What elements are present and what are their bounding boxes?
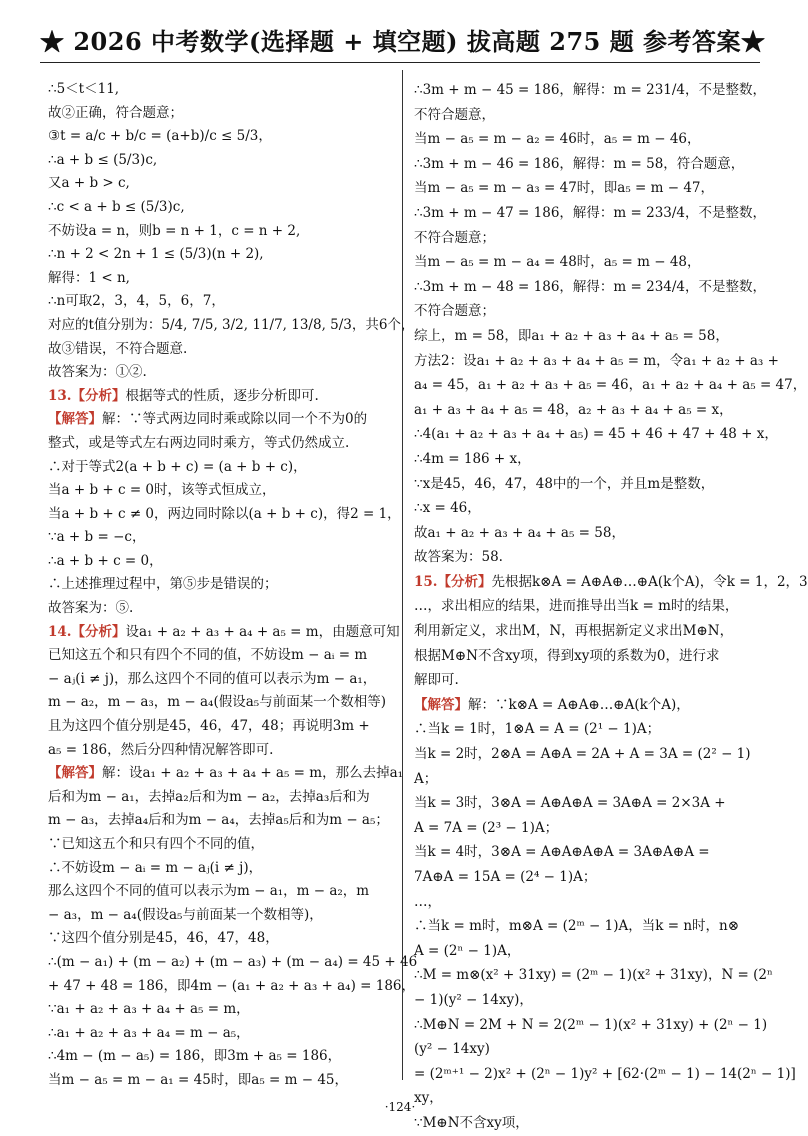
text-line	[414, 693, 759, 718]
text-line	[414, 742, 759, 767]
text-line	[414, 176, 759, 201]
line-text: 后和为m − a₁，去掉a₂后和为m − a₂，去掉a₃后和为	[48, 788, 370, 805]
right-column	[414, 78, 808, 1136]
text-line	[48, 361, 393, 385]
line-text: + 47 + 48 = 186，即4m − (a₁ + a₂ + a₃ + a₄) = 186，	[48, 977, 416, 994]
line-text: ∴a + b + c = 0，	[48, 552, 163, 569]
line-text: ∴n + 2 < 2n + 1 ≤ (5/3)(n + 2),	[48, 246, 264, 263]
text-line	[414, 422, 778, 447]
line-text: xy，	[414, 1090, 443, 1107]
line-text: ∴3m + m − 46 = 186，解得：m = 58，符合题意，	[414, 155, 745, 172]
page-number: ·124·	[384, 1100, 416, 1114]
line-text: ∴5＜t＜11,	[48, 81, 120, 97]
column-divider	[402, 70, 403, 1080]
line-text: 设a₁ + a₂ + a₃ + a₄ + a₅ = m，由题意可知	[125, 623, 400, 640]
text-line	[414, 103, 759, 128]
line-text: ∴4m = 186 + x，	[414, 450, 531, 467]
line-text: 对应的t值分别为：5/4, 7/5, 3/2, 11/7, 13/8, 5/3，共6个，	[48, 316, 415, 333]
line-text: 解：∵k⊗A = A⊕A⊕…⊕A(k个A)，	[468, 696, 690, 713]
line-text: 当m − a₅ = m − a₄ = 48时，a₅ = m − 48，	[414, 254, 701, 271]
text-line	[414, 447, 759, 472]
line-text: ∴3m + m − 47 = 186，解得：m = 233/4，不是整数，	[414, 204, 767, 221]
line-text: ∴x = 46，	[414, 500, 481, 517]
text-line	[48, 408, 393, 432]
line-text: A = 7A = (2³ − 1)A；	[414, 819, 559, 836]
section-tag: 【解答】	[48, 765, 102, 782]
text-line	[48, 644, 393, 668]
section-tag: 14.【分析】	[48, 623, 126, 640]
text-line	[48, 739, 393, 763]
line-text: ∴M = m⊗(x² + 31xy) = (2ᵐ − 1)(x² + 31xy)，N = (2ⁿ	[414, 967, 773, 984]
text-line	[48, 786, 393, 810]
text-line	[414, 668, 759, 693]
line-text: 不符合题意；	[414, 303, 495, 320]
text-line	[48, 267, 393, 291]
line-text: 故a₁ + a₂ + a₃ + a₄ + a₅ = 58，	[414, 524, 625, 541]
line-text: − 1)(y² − 14xy)，	[414, 991, 533, 1008]
line-text: a₄ = 45，a₁ + a₂ + a₃ + a₅ = 46，a₁ + a₂ + a₄ + a₅ = 47，	[414, 377, 807, 394]
section-tag: 【解答】	[414, 696, 468, 713]
line-text: ∵x是45，46，47，48中的一个，并且m是整数，	[414, 475, 715, 492]
section-tag: 15.【分析】	[414, 573, 492, 590]
text-line	[414, 152, 759, 177]
text-line	[48, 809, 393, 833]
text-line	[48, 833, 393, 857]
text-line	[414, 594, 759, 619]
line-text: 当a + b + c ≠ 0，两边同时除以(a + b + c)，得2 = 1，	[48, 505, 401, 522]
text-line	[414, 1062, 796, 1087]
text-line	[414, 78, 767, 103]
text-line	[48, 314, 415, 338]
text-line	[414, 570, 808, 595]
text-line	[48, 691, 393, 715]
text-line	[414, 1013, 768, 1038]
text-line	[414, 201, 767, 226]
text-line	[414, 791, 759, 816]
text-line	[48, 597, 393, 621]
line-text: − aⱼ(i ≠ j)，那么这四个不同的值可以表示为m − a₁，	[48, 670, 377, 687]
line-text: ∵a + b = −c，	[48, 529, 146, 546]
line-text: a₁ + a₃ + a₄ + a₅ = 48，a₂ + a₃ + a₄ + a₅ = x，	[414, 401, 733, 418]
text-line	[48, 456, 393, 480]
text-line	[414, 890, 759, 915]
text-line	[48, 220, 393, 244]
line-text: 故③错误，不符合题意.	[48, 340, 188, 357]
text-line	[48, 715, 393, 739]
line-text: 故答案为：⑤.	[48, 600, 134, 617]
text-line	[48, 503, 401, 527]
line-text: ∵a₁ + a₂ + a₃ + a₄ + a₅ = m，	[48, 1001, 250, 1018]
text-line	[414, 127, 759, 152]
line-text: 且为这四个值分别是45，46，47，48；再说明3m +	[48, 718, 370, 735]
text-line	[48, 573, 393, 597]
text-line	[414, 717, 759, 742]
line-text: …，	[414, 893, 441, 910]
line-text: 又a + b > c,	[48, 175, 130, 192]
line-text: (y² − 14xy)	[414, 1041, 490, 1058]
line-text: 解：∵等式两边同时乘或除以同一个不为0的	[102, 411, 368, 428]
text-line	[414, 644, 759, 669]
text-line	[48, 998, 393, 1022]
text-line	[414, 226, 759, 251]
text-line	[414, 324, 759, 349]
line-text: 当m − a₅ = m − a₁ = 45时，即a₅ = m − 45，	[48, 1071, 349, 1088]
line-text: ∴3m + m − 45 = 186，解得：m = 231/4，不是整数，	[414, 82, 767, 98]
text-line	[48, 125, 393, 149]
text-line	[414, 939, 759, 964]
text-line	[48, 102, 393, 126]
text-line	[48, 196, 393, 220]
text-line	[48, 1045, 393, 1069]
line-text: 解即可.	[414, 672, 459, 689]
text-line	[48, 1022, 393, 1046]
line-text: 故答案为：①②.	[48, 364, 147, 381]
line-text: 当k = 4时，3⊗A = A⊕A⊕A⊕A = 3A⊕A⊕A =	[414, 844, 710, 861]
line-text: 解得：1 < n,	[48, 269, 130, 286]
line-text: 不符合题意；	[414, 229, 495, 246]
line-text: 当k = 2时，2⊗A = A⊕A = 2A + A = 3A = (2² − 1)	[414, 746, 751, 763]
line-text: ∴不妨设m − aᵢ = m − aⱼ(i ≠ j)，	[48, 859, 263, 876]
text-line	[48, 1069, 393, 1093]
text-line	[48, 880, 393, 904]
text-line	[48, 243, 393, 267]
text-line	[48, 550, 393, 574]
text-line	[414, 275, 767, 300]
line-text: 当a + b + c = 0时，该等式恒成立，	[48, 482, 276, 499]
line-text: 当m − a₅ = m − a₃ = 47时，即a₅ = m − 47，	[414, 180, 715, 197]
text-line	[414, 521, 759, 546]
text-line	[414, 816, 759, 841]
page-title: ★ 2026 中考数学(选择题 + 填空题) 拔高题 275 题 参考答案★	[40, 27, 766, 56]
line-text: ∴当k = 1时，1⊗A = A = (2¹ − 1)A；	[414, 721, 661, 738]
line-text: 根据M⊕N不含xy项，得到xy项的系数为0，进行求	[414, 647, 720, 664]
line-text: ∵这四个值分别是45，46，47，48，	[48, 930, 279, 947]
line-text: 故答案为：58.	[414, 549, 503, 566]
line-text: …，求出相应的结果，进而推导出当k = m时的结果，	[414, 598, 739, 615]
text-line	[48, 975, 416, 999]
line-text: 故②正确，符合题意；	[48, 104, 183, 121]
line-text: ∴当k = m时，m⊗A = (2ᵐ − 1)A，当k = n时，n⊗	[414, 918, 740, 935]
line-text: 不妨设a = n，则b = n + 1，c = n + 2,	[48, 222, 301, 239]
line-text: ∴M⊕N = 2M + N = 2(2ᵐ − 1)(x² + 31xy) + (2ⁿ − 1)	[414, 1016, 768, 1033]
line-text: ∵M⊕N不含xy项，	[414, 1114, 529, 1131]
text-line	[48, 338, 393, 362]
line-text: 不符合题意，	[414, 106, 495, 123]
text-line	[48, 385, 393, 409]
text-line	[48, 149, 393, 173]
text-line	[414, 472, 759, 497]
line-text: ∴4(a₁ + a₂ + a₃ + a₄ + a₅) = 45 + 46 + 47 + 48 + x，	[414, 426, 778, 443]
text-line	[414, 545, 759, 570]
text-line	[48, 78, 393, 102]
line-text: ∵已知这五个和只有四个不同的值，	[48, 836, 264, 852]
line-text: 先根据k⊗A = A⊕A⊕…⊕A(k个A)，令k = 1，2，3	[491, 573, 808, 590]
text-line	[48, 951, 418, 975]
text-line	[48, 857, 393, 881]
line-text: m − a₃，去掉a₄后和为m − a₄，去掉a₅后和为m − a₅；	[48, 812, 389, 829]
left-column	[48, 78, 418, 1093]
line-text: 整式，或是等式左右两边同时乘方，等式仍然成立.	[48, 434, 350, 451]
text-line	[48, 432, 393, 456]
line-text: ∴n可取2，3，4，5，6，7，	[48, 293, 225, 310]
text-line	[414, 619, 759, 644]
line-text: ∴a + b ≤ (5/3)c,	[48, 151, 158, 168]
text-line	[48, 904, 393, 928]
line-text: A；	[414, 770, 438, 787]
line-text: m − a₂，m − a₃，m − a₄(假设a₅与前面某一个数相等)	[48, 694, 386, 711]
text-line	[48, 479, 393, 503]
text-line	[48, 526, 393, 550]
text-line	[414, 963, 773, 988]
line-text: = (2ᵐ⁺¹ − 2)x² + (2ⁿ − 1)y² + [62·(2ᵐ − 1) − 14(2ⁿ − 1)]	[414, 1065, 796, 1082]
text-line	[414, 373, 807, 398]
text-line	[48, 172, 393, 196]
line-text: 已知这五个和只有四个不同的值，不妨设m − aᵢ = m	[48, 647, 368, 664]
line-text: ∴上述推理过程中，第⑤步是错误的；	[48, 576, 278, 593]
section-tag: 13.【分析】	[48, 387, 126, 404]
line-text: 那么这四个不同的值可以表示为m − a₁，m − a₂，m	[48, 883, 370, 900]
text-line	[48, 621, 400, 645]
line-text: ∴3m + m − 48 = 186，解得：m = 234/4，不是整数，	[414, 278, 767, 295]
line-text: 解：设a₁ + a₂ + a₃ + a₄ + a₅ = m，那么去掉a₁	[102, 765, 404, 782]
text-line	[414, 349, 779, 374]
line-text: a₅ = 186，然后分四种情况解答即可.	[48, 741, 274, 758]
text-line	[414, 299, 759, 324]
line-text: ∴4m − (m − a₅) = 186，即3m + a₅ = 186，	[48, 1048, 342, 1065]
line-text: 综上，m = 58，即a₁ + a₂ + a₃ + a₄ + a₅ = 58，	[414, 327, 729, 344]
text-line	[414, 767, 759, 792]
line-text: 当m − a₅ = m − a₂ = 46时，a₅ = m − 46，	[414, 131, 701, 148]
line-text: ∴a₁ + a₂ + a₃ + a₄ = m − a₅，	[48, 1024, 250, 1041]
text-line	[48, 290, 393, 314]
line-text: A = (2ⁿ − 1)A，	[414, 942, 521, 959]
line-text: 7A⊕A = 15A = (2⁴ − 1)A；	[414, 869, 597, 885]
text-line	[414, 1111, 759, 1136]
text-line	[414, 398, 759, 423]
header-divider	[40, 62, 760, 63]
text-line	[414, 250, 759, 275]
line-text: ③t = a/c + b/c = (a+b)/c ≤ 5/3，	[48, 128, 272, 145]
line-text: 根据等式的性质，逐步分析即可.	[125, 387, 319, 404]
line-text: − a₃，m − a₄(假设a₅与前面某一个数相等)，	[48, 906, 323, 923]
line-text: ∴对于等式2(a + b + c) = (a + b + c)，	[48, 458, 307, 475]
text-line	[48, 762, 404, 786]
text-line	[414, 840, 759, 865]
line-text: ∴c < a + b ≤ (5/3)c,	[48, 198, 185, 215]
text-line	[414, 914, 759, 939]
text-line	[414, 1037, 759, 1062]
text-line	[414, 865, 759, 890]
line-text: ∴(m − a₁) + (m − a₂) + (m − a₃) + (m − a₄) = 45 + 46	[48, 953, 418, 970]
section-tag: 【解答】	[48, 411, 102, 428]
line-text: 方法2：设a₁ + a₂ + a₃ + a₄ + a₅ = m，令a₁ + a₂ + a₃ +	[414, 352, 779, 369]
text-line	[48, 927, 393, 951]
text-line	[414, 496, 759, 521]
text-line	[48, 668, 393, 692]
line-text: 当k = 3时，3⊗A = A⊕A⊕A = 3A⊕A = 2×3A +	[414, 795, 726, 812]
line-text: 利用新定义，求出M，N，再根据新定义求出M⊕N，	[414, 623, 734, 640]
text-line	[414, 988, 759, 1013]
